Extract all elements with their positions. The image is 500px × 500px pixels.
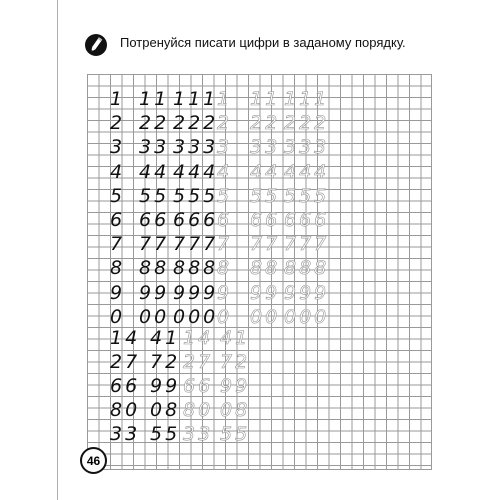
sample-digits: 3 xyxy=(110,136,126,159)
trace-digits[interactable]: 99 xyxy=(250,281,281,304)
sample-digits: 666 xyxy=(173,209,219,231)
trace-digits[interactable]: 08 xyxy=(220,399,251,421)
trace-digits[interactable]: 8 xyxy=(217,257,233,280)
trace-digits[interactable]: 2 xyxy=(217,112,233,135)
trace-digits[interactable]: 55 xyxy=(220,423,251,445)
pencil-icon xyxy=(84,33,108,57)
trace-digits[interactable]: 444 xyxy=(284,160,330,183)
trace-digits[interactable]: 22 xyxy=(250,112,281,135)
sample-digits: 14 xyxy=(110,327,141,349)
sample-digits: 111 xyxy=(173,88,219,110)
sample-digits: 66 xyxy=(139,209,170,231)
trace-digits[interactable]: 14 xyxy=(183,327,214,349)
sample-digits: 7 xyxy=(110,233,126,256)
trace-digits[interactable]: 00 xyxy=(250,305,281,328)
sample-digits: 55 xyxy=(139,184,170,207)
trace-digits[interactable]: 7 xyxy=(217,233,233,256)
trace-digits[interactable]: 5 xyxy=(217,184,233,207)
sample-digits: 77 xyxy=(139,233,170,256)
trace-digits[interactable]: 555 xyxy=(284,184,330,207)
page-margin-line xyxy=(57,0,58,500)
sample-digits: 72 xyxy=(150,351,181,373)
page-number-badge: 46 xyxy=(80,447,107,474)
sample-digits: 9 xyxy=(110,281,126,304)
sample-digits: 2 xyxy=(110,112,126,135)
sample-digits: 000 xyxy=(173,305,219,328)
trace-digits[interactable]: 3 xyxy=(217,136,233,159)
trace-digits[interactable]: 33 xyxy=(183,423,214,445)
trace-digits[interactable]: 41 xyxy=(220,327,251,349)
trace-digits[interactable]: 333 xyxy=(284,136,330,159)
trace-digits[interactable]: 66 xyxy=(250,209,281,231)
trace-digits[interactable]: 27 xyxy=(183,351,214,373)
trace-digits[interactable]: 72 xyxy=(220,351,251,373)
sample-digits: 222 xyxy=(173,112,219,135)
sample-digits: 4 xyxy=(110,160,126,183)
sample-digits: 22 xyxy=(139,112,170,135)
sample-digits: 777 xyxy=(173,233,219,256)
sample-digits: 08 xyxy=(150,399,181,421)
trace-digits[interactable]: 999 xyxy=(284,281,330,304)
trace-digits[interactable]: 99 xyxy=(220,375,251,397)
sample-digits: 999 xyxy=(173,281,219,304)
trace-digits[interactable]: 4 xyxy=(217,160,233,183)
trace-digits[interactable]: 000 xyxy=(284,305,330,328)
trace-digits[interactable]: 111 xyxy=(284,88,330,110)
sample-digits: 33 xyxy=(139,136,170,159)
sample-digits: 1 xyxy=(110,88,126,110)
sample-digits: 66 xyxy=(110,375,141,397)
sample-digits: 6 xyxy=(110,209,126,231)
trace-digits[interactable]: 77 xyxy=(250,233,281,256)
trace-digits[interactable]: 222 xyxy=(284,112,330,135)
trace-digits[interactable]: 44 xyxy=(250,160,281,183)
trace-digits[interactable]: 777 xyxy=(284,233,330,256)
sample-digits: 44 xyxy=(139,160,170,183)
sample-digits: 888 xyxy=(173,257,219,280)
trace-digits[interactable]: 6 xyxy=(217,209,233,231)
sample-digits: 33 xyxy=(110,423,141,445)
trace-digits[interactable]: 888 xyxy=(284,257,330,280)
sample-digits: 41 xyxy=(150,327,181,349)
trace-digits[interactable]: 9 xyxy=(217,281,233,304)
trace-digits[interactable]: 11 xyxy=(250,88,281,110)
sample-digits: 99 xyxy=(139,281,170,304)
sample-digits: 27 xyxy=(110,351,141,373)
trace-digits[interactable]: 55 xyxy=(250,184,281,207)
trace-digits[interactable]: 80 xyxy=(183,399,214,421)
trace-digits[interactable]: 666 xyxy=(284,209,330,231)
trace-digits[interactable]: 1 xyxy=(217,88,233,110)
sample-digits: 0 xyxy=(110,305,126,328)
sample-digits: 99 xyxy=(150,375,181,397)
sample-digits: 444 xyxy=(173,160,219,183)
sample-digits: 80 xyxy=(110,399,141,421)
sample-digits: 00 xyxy=(139,305,170,328)
sample-digits: 5 xyxy=(110,184,126,207)
sample-digits: 333 xyxy=(173,136,219,159)
sample-digits: 11 xyxy=(139,88,170,110)
sample-digits: 555 xyxy=(173,184,219,207)
trace-digits[interactable]: 88 xyxy=(250,257,281,280)
sample-digits: 55 xyxy=(150,423,181,445)
sample-digits: 88 xyxy=(139,257,170,280)
exercise-instruction: Потренуйся писати цифри в заданому порядку. xyxy=(120,35,406,50)
trace-digits[interactable]: 66 xyxy=(183,375,214,397)
trace-digits[interactable]: 33 xyxy=(250,136,281,159)
trace-digits[interactable]: 0 xyxy=(217,305,233,328)
sample-digits: 8 xyxy=(110,257,126,280)
